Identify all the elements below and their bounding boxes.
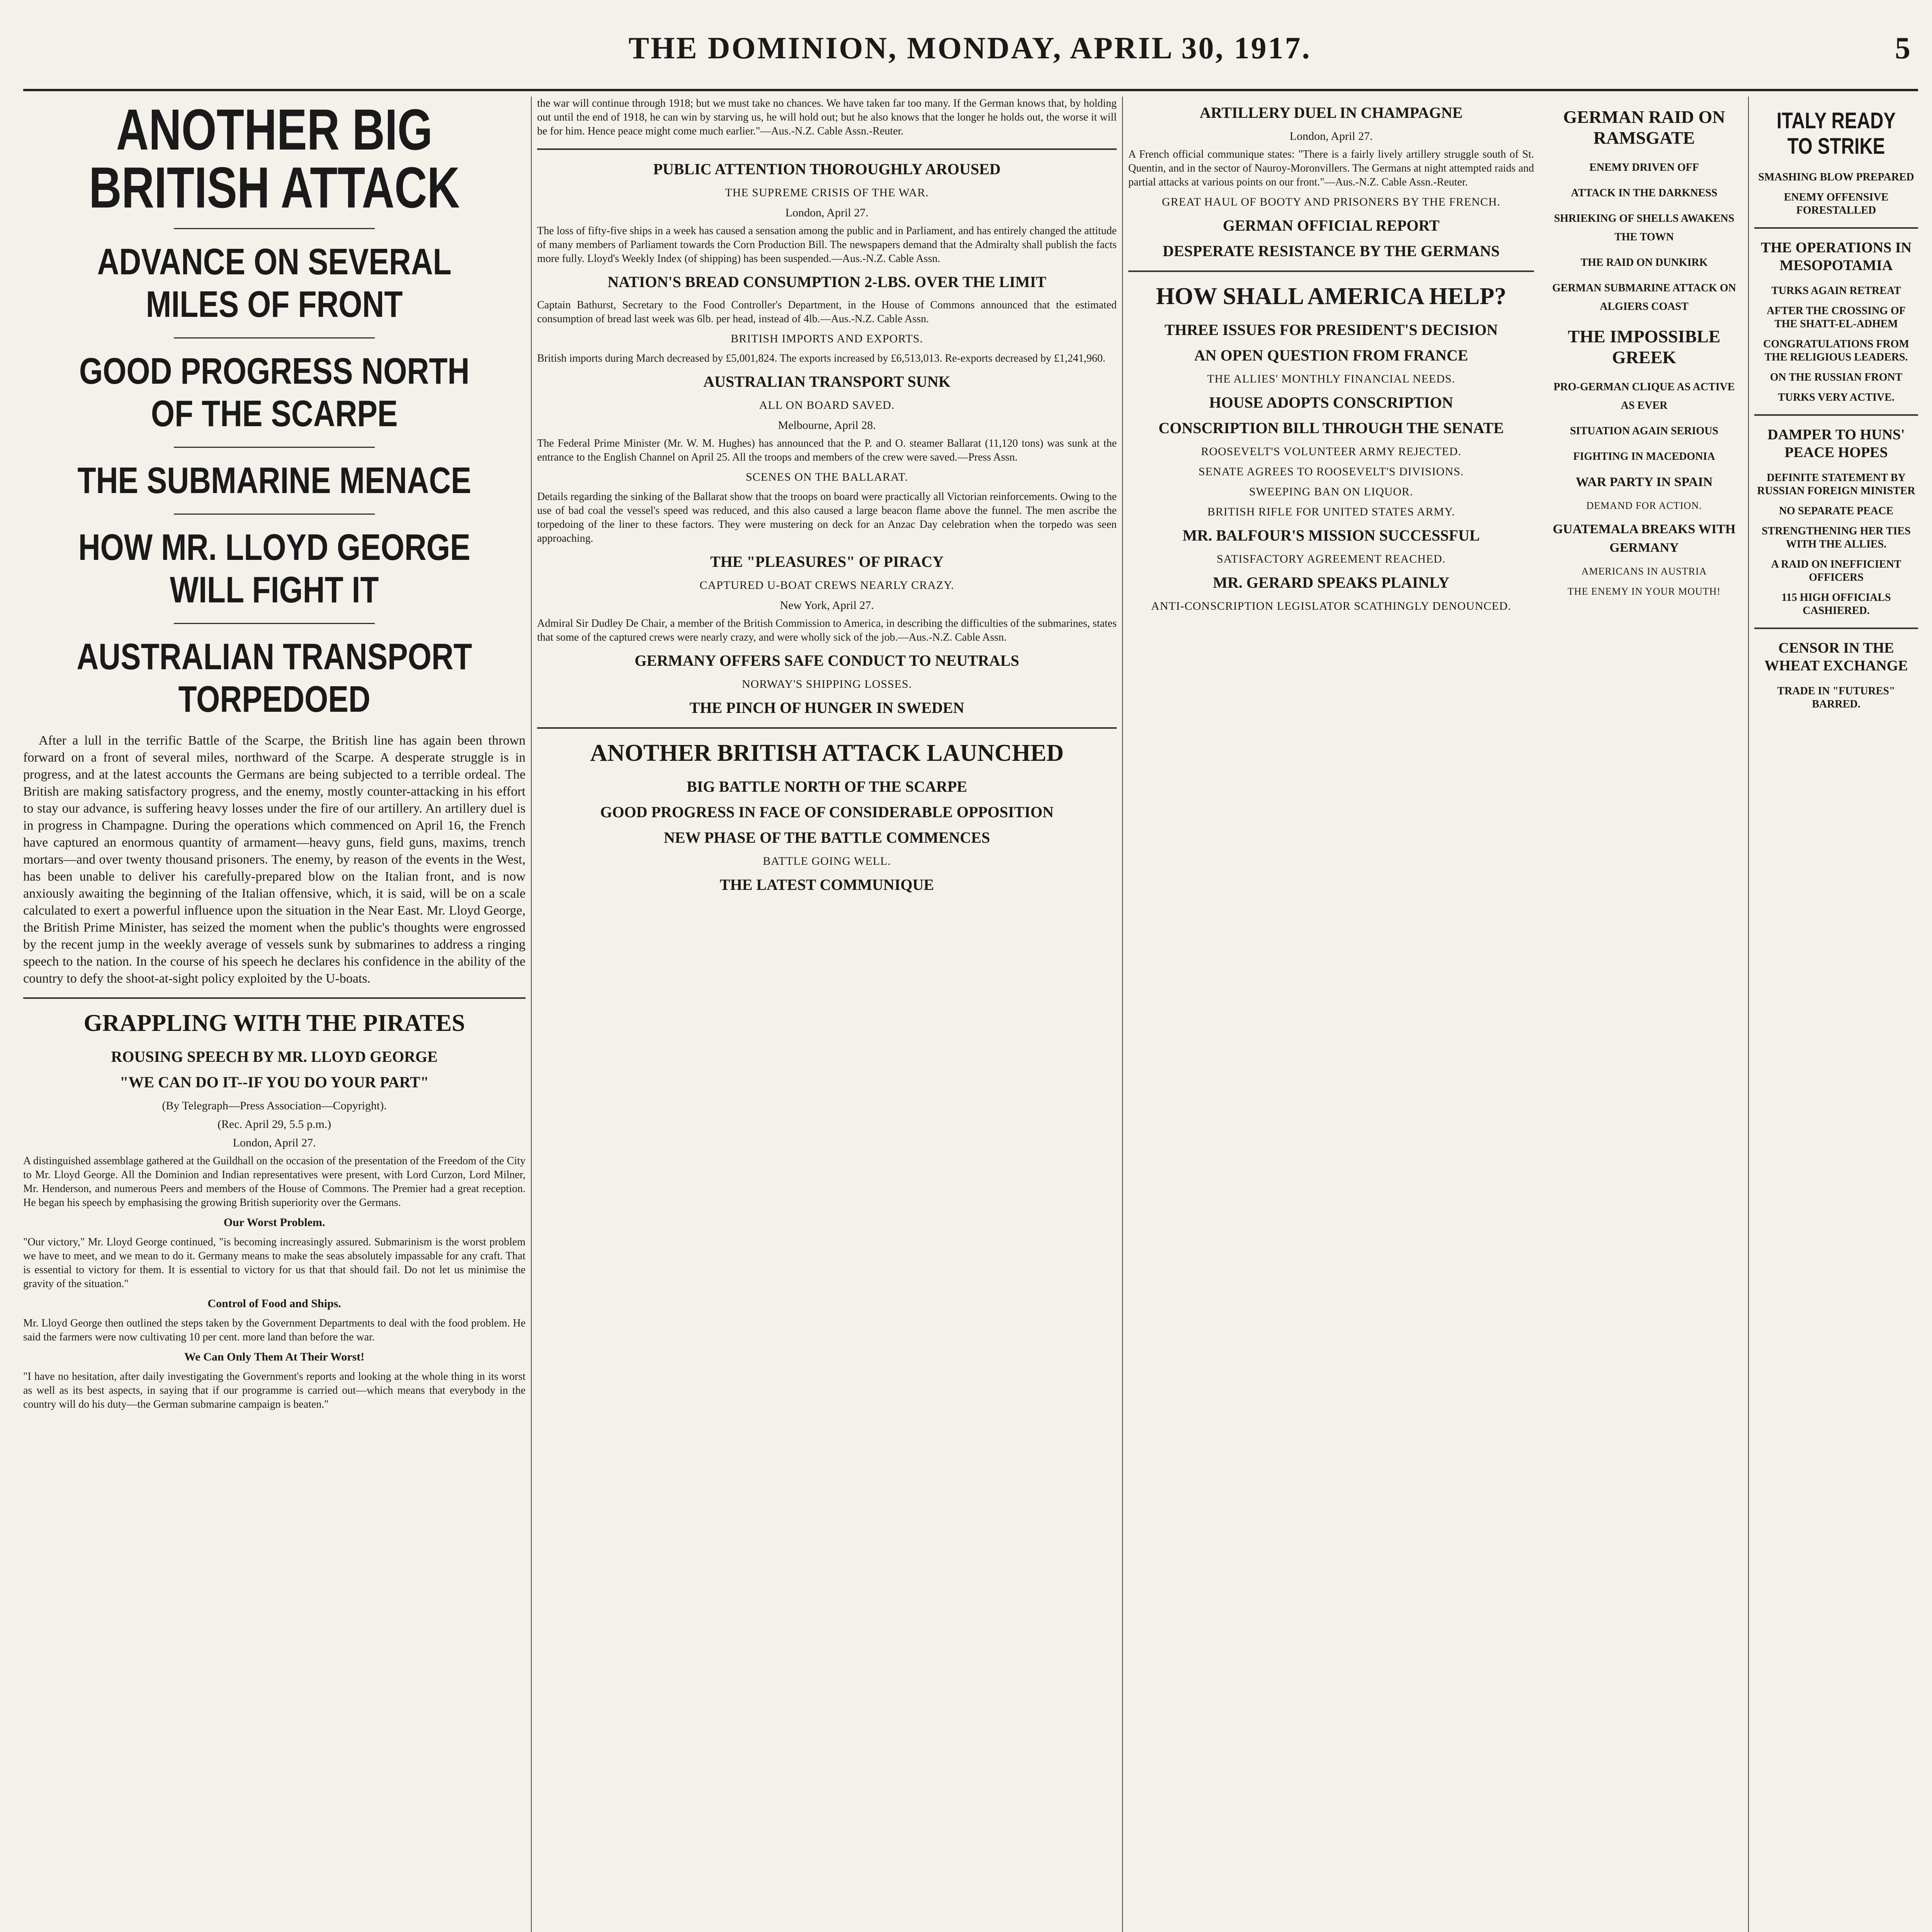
headline: GUATEMALA BREAKS WITH GERMANY (1553, 522, 1736, 555)
subheadline: BIG BATTLE NORTH OF THE SCARPE (687, 778, 967, 795)
headline: ON THE RUSSIAN FRONT (1770, 371, 1903, 383)
subheading: We Can Only Them At Their Worst! (184, 1350, 365, 1363)
headline: THE ALLIES' MONTHLY FINANCIAL NEEDS. (1207, 372, 1455, 385)
subheadline: THE LATEST COMMUNIQUE (719, 876, 934, 893)
column-rule (1748, 97, 1749, 1932)
article-paragraph: The Federal Prime Minister (Mr. W. M. Hughes) has announced that the P. and O. steamer Ballarat (11,120 tons) was sunk at the entrance to the English Channel on April 25. All the troops and members of the crew were saved.—Press Assn. (537, 437, 1117, 463)
headline: GOOD PROGRESS NORTH OF THE SCARPE (79, 350, 470, 434)
subheadline: PRO-GERMAN CLIQUE AS ACTIVE AS EVER (1553, 381, 1735, 412)
headline: THE SUBMARINE MENACE (77, 460, 471, 501)
headline: GREAT HAUL OF BOOTY AND PRISONERS BY THE FRENCH. (1162, 196, 1501, 208)
headline: DAMPER TO HUNS' PEACE HOPES (1767, 427, 1905, 461)
headline: WAR PARTY IN SPAIN (1575, 475, 1713, 489)
headline: NATION'S BREAD CONSUMPTION 2-LBS. OVER THE LIMIT (607, 273, 1046, 291)
subheadline: ENEMY DRIVEN OFF (1589, 162, 1699, 173)
headline: MR. GERARD SPEAKS PLAINLY (1213, 574, 1449, 591)
dateline: London, April 27. (785, 206, 869, 219)
article-paragraph: the war will continue through 1918; but we must take no chances. We have taken far too many. If the German knows that, by holding out until the end of 1918, he can win by starving us, he will hold out; but he also knows that the longer he holds out, the worse it will be for him. Hence peace might come much earlier."—Aus.-N.Z. Cable Assn.-Reuter. (537, 97, 1117, 137)
subheadline: 115 HIGH OFFICIALS CASHIERED. (1781, 592, 1891, 617)
subheadline: ENEMY OFFENSIVE FORESTALLED (1784, 191, 1889, 216)
subheadline: SMASHING BLOW PREPARED (1758, 171, 1914, 183)
subheadline: AN OPEN QUESTION FROM FRANCE (1194, 347, 1468, 364)
headline: THE "PLEASURES" OF PIRACY (710, 553, 944, 570)
subheadline: GOOD PROGRESS IN FACE OF CONSIDERABLE OPPOSITION (600, 803, 1054, 821)
masthead (23, 15, 1918, 91)
headline: THE OPERATIONS IN MESOPOTAMIA (1761, 240, 1912, 274)
subheadline: SITUATION AGAIN SERIOUS (1570, 425, 1718, 437)
headline: GERMAN OFFICIAL REPORT (1223, 217, 1440, 234)
headline: HOW SHALL AMERICA HELP? (1156, 283, 1507, 310)
headline: ANOTHER BRITISH ATTACK LAUNCHED (590, 740, 1064, 766)
headline: SCENES ON THE BALLARAT. (745, 471, 908, 483)
subheadline: ROUSING SPEECH BY MR. LLOYD GEORGE (111, 1048, 438, 1065)
headline: PUBLIC ATTENTION THOROUGHLY AROUSED (653, 160, 1001, 178)
headline: THE ENEMY IN YOUR MOUTH! (1567, 586, 1721, 597)
headline: THE RAID ON DUNKIRK (1580, 257, 1708, 269)
headline: ROOSEVELT'S VOLUNTEER ARMY REJECTED. (1201, 445, 1461, 458)
headline: BRITISH IMPORTS AND EXPORTS. (731, 332, 923, 345)
headline: FIGHTING IN MACEDONIA (1573, 451, 1715, 463)
headline: GERMANY OFFERS SAFE CONDUCT TO NEUTRALS (634, 652, 1019, 669)
headline: SWEEPING BAN ON LIQUOR. (1249, 485, 1413, 498)
subheadline: THREE ISSUES FOR PRESIDENT'S DECISION (1164, 321, 1498, 338)
subheadline: DEMAND FOR ACTION. (1586, 500, 1702, 511)
column-rule (531, 97, 532, 1932)
headline: CONGRATULATIONS FROM THE RELIGIOUS LEADERS. (1763, 338, 1909, 363)
subheadline: NO SEPARATE PEACE (1779, 505, 1894, 517)
headline: HOW MR. LLOYD GEORGE WILL FIGHT IT (78, 527, 471, 611)
headline: CONSCRIPTION BILL THROUGH THE SENATE (1158, 419, 1504, 437)
dateline: London, April 27. (1289, 130, 1373, 143)
article-paragraph: The loss of fifty-five ships in a week has caused a sensation among the public and in Parliament, and has entirely changed the attitude of many members of Parliament towards the Corn Production Bill. The newspapers demand that the Admiralty shall publish the facts more fully. Lloyd's Weekly Index (of shipping) has been suspended.—Aus.-N.Z. Cable Assn. (537, 225, 1117, 265)
headline: BRITISH RIFLE FOR UNITED STATES ARMY. (1207, 505, 1455, 518)
article-paragraph: After a lull in the terrific Battle of the Scarpe, the British line has again been thrown forward on a front of several miles, northward of the Scarpe. A desperate struggle is in progress, and at the latest accounts the Germans are being subjected to a terrible ordeal. The British are making satisfactory progress, and the enemy, mostly counter-attacking in his effort to stay our advance, is suffering heavy losses under the fire of our artillery. An artillery duel is in progress in Champagne. During the operations which commenced on April 16, the French have captured an enormous quantity of armament—heavy guns, field guns, maxims, trench mortars—and over twenty thousand prisoners. The enemy, by reason of the events in the West, has been unable to deliver his carefully-prepared blow on the Italian front, and is now anxiously awaiting the beginning of the Italian offensive, which, it is said, will be on a scale calculated to exert a powerful influence upon the situation in the Near East. Mr. Lloyd George, the British Prime Minister, has seized the moment when the public's thoughts were engrossed by the recent jump in the weekly average of vessels sunk by submarines to address a ringing speech to the nation. In the course of his speech he declares his confidence in the ability of the country to defy the shoot-at-sight policy exploited by the U-boats. (23, 733, 526, 986)
subheading: Control of Food and Ships. (207, 1297, 341, 1310)
article-paragraph: Mr. Lloyd George then outlined the steps taken by the Government Departments to deal with the food problem. He said the farmers were now cultivating 10 per cent. more land than before the war. (23, 1317, 526, 1343)
article-paragraph: British imports during March decreased by £5,001,824. The exports increased by £6,513,013. Re-exports decreased by £1,241,960. (537, 352, 1105, 364)
received-line: (Rec. April 29, 5.5 p.m.) (217, 1118, 332, 1131)
headline: AMERICANS IN AUSTRIA (1581, 566, 1707, 577)
subheadline: ATTACK IN THE DARKNESS (1571, 187, 1718, 199)
subheadline: BATTLE GOING WELL. (763, 855, 891, 867)
article-paragraph: A distinguished assemblage gathered at the Guildhall on the occasion of the presentation of the Freedom of the City to Mr. Lloyd George. All the Dominion and Indian representatives were present, with Lord Curzon, Lord Milner, Mr. Henderson, and numerous Peers and members of the House of Commons. The Premier had a great reception. He began his speech by emphasising the growing British superiority over the Germans. (23, 1155, 526, 1209)
subheadline: AFTER THE CROSSING OF THE SHATT-EL-ADHEM (1767, 305, 1906, 330)
headline: MR. BALFOUR'S MISSION SUCCESSFUL (1182, 527, 1480, 544)
column-3 (1128, 97, 1743, 1932)
headline: SENATE AGREES TO ROOSEVELT'S DIVISIONS. (1198, 465, 1464, 478)
headline: ADVANCE ON SEVERAL MILES OF FRONT (97, 241, 452, 325)
headline: THE PINCH OF HUNGER IN SWEDEN (689, 699, 964, 716)
dateline: Melbourne, April 28. (778, 419, 876, 432)
subheadline: "WE CAN DO IT--IF YOU DO YOUR PART" (120, 1073, 429, 1091)
headline: ARTILLERY DUEL IN CHAMPAGNE (1199, 104, 1463, 121)
headline: THE IMPOSSIBLE GREEK (1568, 327, 1721, 367)
headline: GRAPPLING WITH THE PIRATES (83, 1010, 465, 1036)
headline: A RAID ON INEFFICIENT OFFICERS (1771, 558, 1901, 583)
subheadline: ALL ON BOARD SAVED. (759, 399, 895, 412)
masthead-title: THE DOMINION, MONDAY, APRIL 30, 1917. (628, 31, 1311, 65)
headline: CENSOR IN THE WHEAT EXCHANGE (1764, 640, 1908, 674)
article-paragraph: Admiral Sir Dudley De Chair, a member of the British Commission to America, in describing the difficulties of the submarines, states that some of the captured crews were nearly crazy, and were wholly sick of the job.—Aus.-N.Z. Cable Assn. (537, 617, 1117, 643)
headline: SHRIEKING OF SHELLS AWAKENS THE TOWN (1554, 213, 1735, 243)
article-paragraph: Captain Bathurst, Secretary to the Food Controller's Department, in the House of Commons announced that the estimated consumption of bread last week was 6lb. per head, instead of 4lb.—Aus.-N.Z. Cable Assn. (537, 299, 1117, 325)
subheadline: CAPTURED U-BOAT CREWS NEARLY CRAZY. (699, 579, 954, 592)
page-number: 5 (1895, 31, 1910, 65)
dateline: London, April 27. (233, 1136, 316, 1149)
headline: HOUSE ADOPTS CONSCRIPTION (1209, 394, 1453, 411)
subheadline: TURKS VERY ACTIVE. (1778, 391, 1895, 403)
article-paragraph: Details regarding the sinking of the Ballarat show that the troops on board were practically all Victorian reinforcements. Owing to the use of bad coal the vessel's speed was reduced, and this also caused a large beacon flame above the funnel. The men ascribe the torpedoing of the liner to these factors. They were mustering on deck for an Anzac Day celebration when the torpedo was seen approaching. (537, 491, 1117, 544)
subheadline: TRADE IN "FUTURES" BARRED. (1777, 685, 1895, 710)
column-2 (537, 97, 1117, 1932)
subheadline: DEFINITE STATEMENT BY RUSSIAN FOREIGN MINISTER (1757, 472, 1915, 497)
headline: AUSTRALIAN TRANSPORT TORPEDOED (77, 636, 472, 720)
subheadline: NEW PHASE OF THE BATTLE COMMENCES (663, 829, 990, 846)
headline: DESPERATE RESISTANCE BY THE GERMANS (1162, 242, 1500, 260)
headline-main: ANOTHER BIG BRITISH ATTACK (89, 97, 460, 220)
subheadline: THE SUPREME CRISIS OF THE WAR. (725, 186, 929, 199)
headline: AUSTRALIAN TRANSPORT SUNK (703, 373, 951, 390)
article-paragraph: A French official communique states: "There is a fairly lively artillery struggle south of St. Quentin, and in the sector of Nauroy-Moronvillers. The Germans at night attempted raids and partial attacks at various points on our front."—Aus.-N.Z. Cable Assn.-Reuter. (1128, 148, 1534, 188)
headline: GERMAN SUBMARINE ATTACK ON ALGIERS COAST (1552, 282, 1736, 313)
subheadline: SATISFACTORY AGREEMENT REACHED. (1216, 553, 1446, 565)
headline: STRENGTHENING HER TIES WITH THE ALLIES. (1762, 525, 1911, 550)
column-1 (23, 97, 526, 1932)
subheadline: TURKS AGAIN RETREAT (1771, 285, 1901, 297)
credit-line: (By Telegraph—Press Association—Copyright). (162, 1099, 387, 1112)
subheadline: ANTI-CONSCRIPTION LEGISLATOR SCATHINGLY DENOUNCED. (1151, 600, 1511, 612)
column-rule (1122, 97, 1123, 1932)
headline: NORWAY'S SHIPPING LOSSES. (742, 678, 912, 690)
dateline: New York, April 27. (780, 599, 874, 612)
article-paragraph: "Our victory," Mr. Lloyd George continued, "is becoming increasingly assured. Submarinism is the worst problem we have to meet, and we mean to do it. Germany means to make the seas absolutely impassable for any craft. That is essential to victory for them. It is essential to victory for us that that should fail. Do not let us minimise the gravity of the situation." (23, 1236, 526, 1290)
subheading: Our Worst Problem. (223, 1216, 325, 1229)
headline: ITALY READY TO STRIKE (1776, 108, 1896, 159)
article-paragraph: "I have no hesitation, after daily investigating the Government's reports and looking at the whole thing in its worst as well as its best aspects, in saying that if our programme is carried out—which means that everybody in the country will do his duty—the German submarine campaign is beaten." (23, 1371, 526, 1410)
column-4 (1754, 97, 1918, 1932)
newspaper-page (23, 15, 1918, 1932)
headline: GERMAN RAID ON RAMSGATE (1563, 107, 1725, 148)
